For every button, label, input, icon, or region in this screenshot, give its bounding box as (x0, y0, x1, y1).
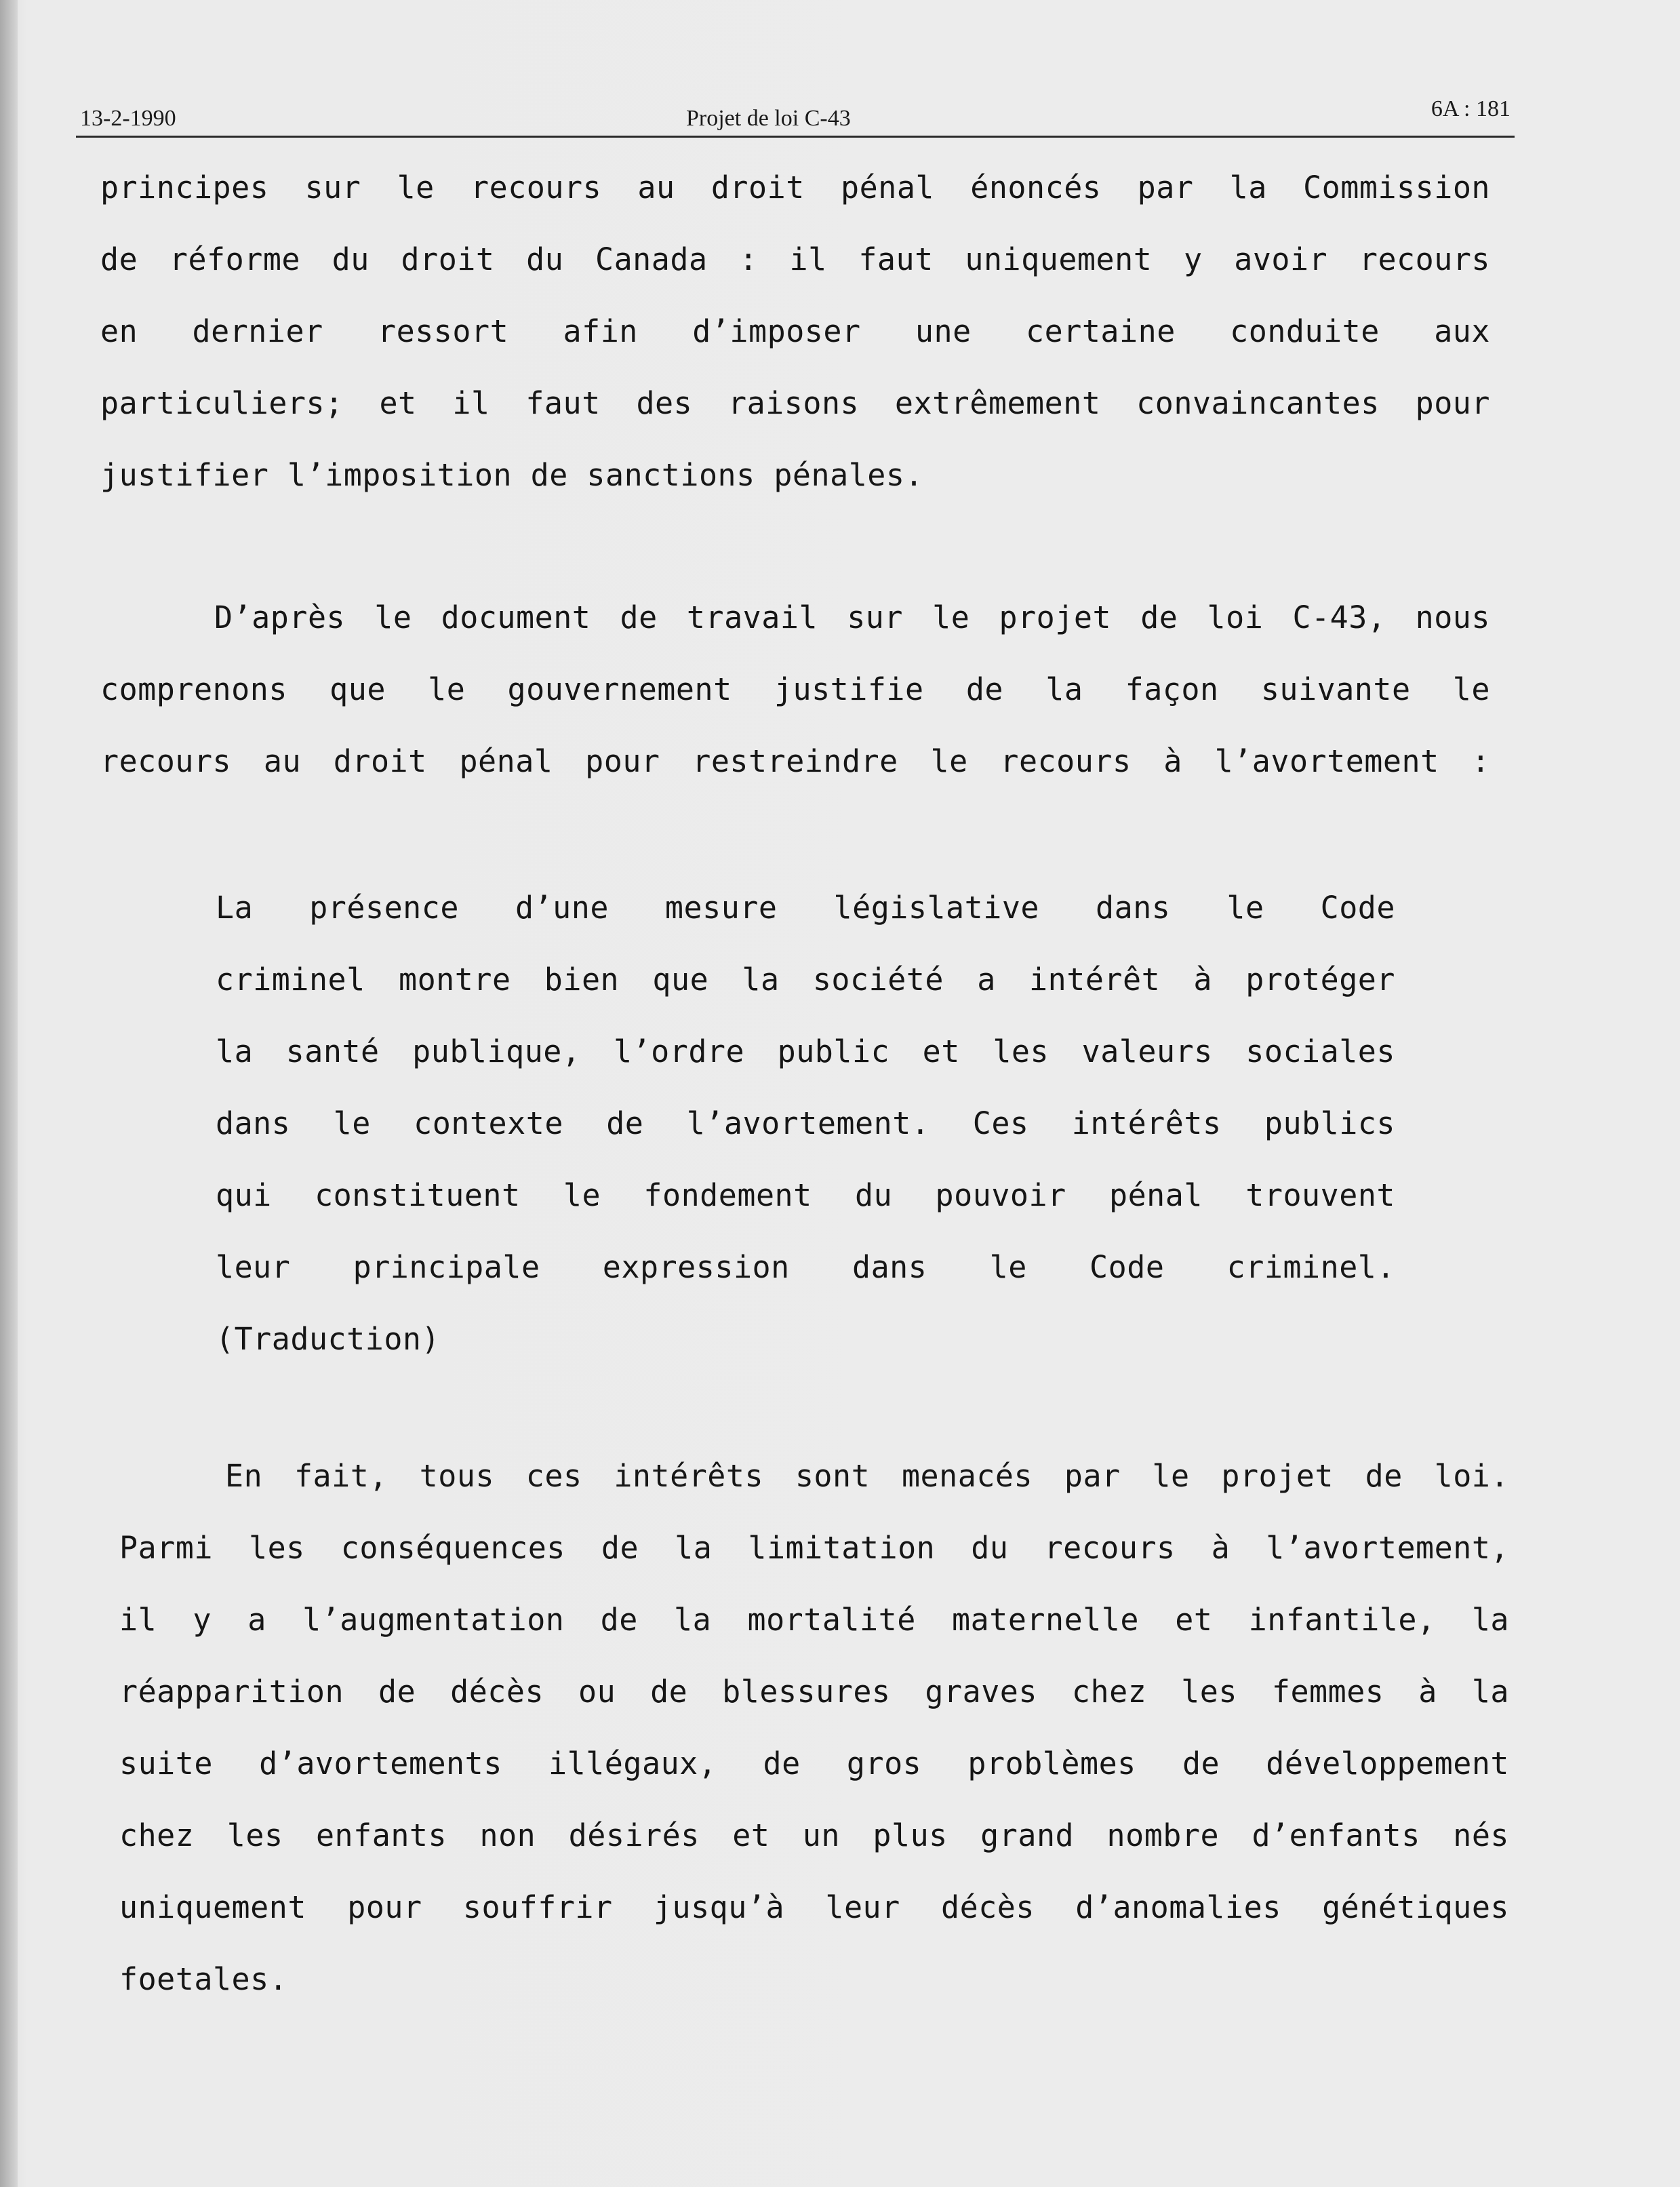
text-line: foetales. (119, 1961, 288, 1997)
text-line: réapparition de décès ou de blessures graves chez les femmes à la (119, 1674, 1509, 1710)
quote-line: (Traduction) (216, 1321, 441, 1357)
text-line: il y a l’augmentation de la mortalité maternelle et infantile, la (119, 1602, 1509, 1638)
scan-gutter (0, 0, 18, 2187)
text-line: chez les enfants non désirés et un plus grand nombre d’enfants nés (119, 1817, 1509, 1853)
paragraph-en-fait (119, 1440, 1509, 2015)
quote-line: leur principale expression dans le Code criminel. (216, 1249, 1395, 1285)
header-title: Projet de loi C-43 (686, 106, 851, 131)
text-line: En fait, tous ces intérêts sont menacés par le projet de loi. (225, 1458, 1509, 1494)
text-line: en dernier ressort afin d’imposer une certaine conduite aux (100, 313, 1490, 349)
text-line: D’après le document de travail sur le projet de loi C-43, nous (214, 599, 1490, 635)
header-date: 13-2-1990 (80, 106, 176, 131)
text-line: principes sur le recours au droit pénal énoncés par la Commission (100, 170, 1490, 205)
text-line: suite d’avortements illégaux, de gros problèmes de développement (119, 1746, 1509, 1781)
text-line: uniquement pour souffrir jusqu’à leur décès d’anomalies génétiques (119, 1889, 1509, 1925)
page-header (76, 84, 1515, 138)
text-line: recours au droit pénal pour restreindre le recours à l’avortement : (100, 743, 1490, 779)
block-quote (216, 872, 1395, 1375)
quote-line: qui constituent le fondement du pouvoir pénal trouvent (216, 1177, 1395, 1213)
quote-line: La présence d’une mesure législative dans le Code (216, 890, 1395, 926)
header-page-number: 6A : 181 (1431, 96, 1511, 121)
text-line: justifier l’imposition de sanctions pénales. (100, 457, 924, 493)
paragraph-document-travail (100, 582, 1490, 797)
text-line: comprenons que le gouvernement justifie de la façon suivante le (100, 671, 1490, 707)
paragraph-principes (100, 152, 1490, 511)
quote-line: criminel montre bien que la société a intérêt à protéger (216, 962, 1395, 998)
text-line: particuliers; et il faut des raisons extrêmement convaincantes pour (100, 385, 1490, 421)
text-line: de réforme du droit du Canada : il faut uniquement y avoir recours (100, 241, 1490, 277)
quote-line: dans le contexte de l’avortement. Ces intérêts publics (216, 1105, 1395, 1141)
quote-line: la santé publique, l’ordre public et les valeurs sociales (216, 1033, 1395, 1069)
text-line: Parmi les conséquences de la limitation du recours à l’avortement, (119, 1530, 1509, 1566)
